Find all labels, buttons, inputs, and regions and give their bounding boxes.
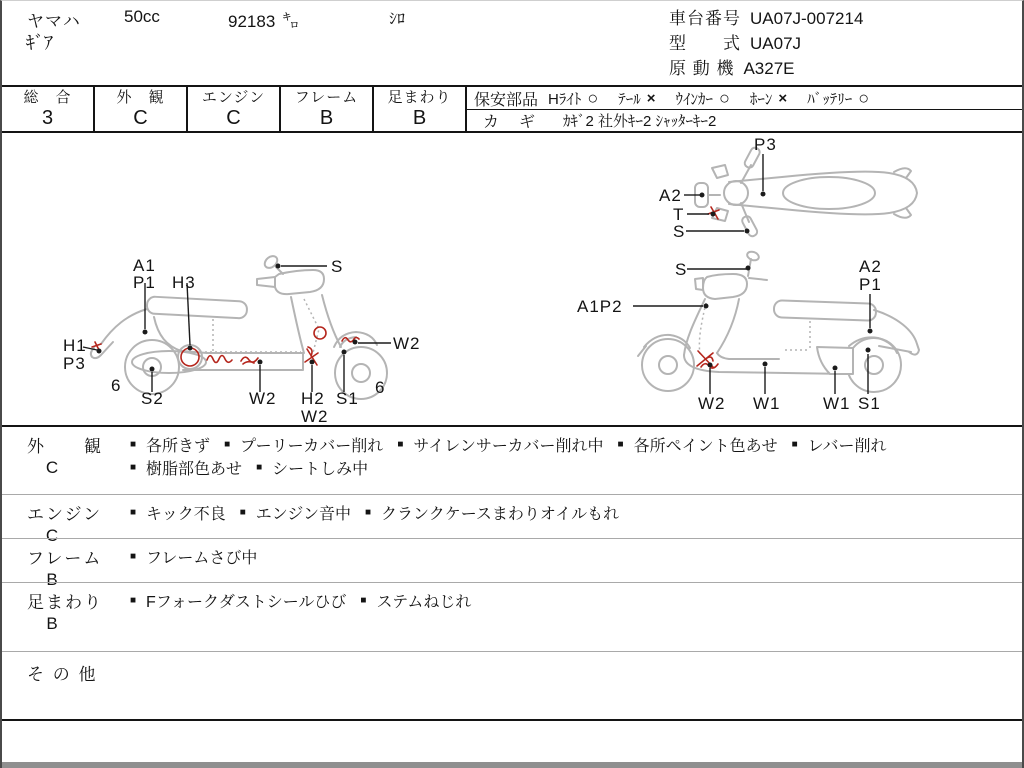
- engine-row: [669, 56, 863, 81]
- grade-cell-exterior: [95, 87, 188, 131]
- status-ng-icon: ×: [778, 89, 788, 107]
- note-section-grade: C: [45, 458, 59, 477]
- safety-item-headlight: Hﾗｲﾄ ○: [548, 88, 599, 108]
- note-item: ■ 各所きず: [130, 438, 211, 455]
- label-p1: P1: [133, 273, 156, 292]
- bullet-icon: ■: [130, 462, 137, 473]
- keys-value: ｶｷﾞ2 社外ｷｰ2 ｼｬｯﾀｰｷｰ2: [563, 113, 717, 130]
- damage-marks: [697, 351, 718, 368]
- bullet-icon: ■: [224, 439, 231, 450]
- note-item: ■ Fフォークダストシールひび: [130, 594, 347, 611]
- label-a2: A2: [659, 186, 682, 205]
- note-item: ■ フレームさび中: [130, 550, 258, 567]
- grade-value: C: [133, 107, 148, 129]
- safety-parts-label: 保安部品: [474, 91, 539, 109]
- label-w2-under: W2: [301, 407, 329, 426]
- grade-value: B: [412, 107, 427, 129]
- note-section-label: 外 観: [27, 437, 103, 456]
- bullet-icon: ■: [360, 595, 367, 606]
- pointer-lines: [633, 269, 870, 394]
- grade-value: C: [226, 107, 241, 129]
- note-items: [130, 427, 1022, 494]
- note-items: [130, 539, 1022, 582]
- label-h2: H2: [301, 389, 325, 408]
- label-a1p2: A1P2: [577, 297, 623, 316]
- chassis-number-row: [669, 6, 863, 31]
- bullet-icon: ■: [130, 507, 137, 518]
- bullet-icon: ■: [397, 439, 404, 450]
- label-s: S: [675, 260, 688, 279]
- chassis-value: UA07J-007214: [750, 9, 864, 28]
- note-row-engine: [2, 494, 1022, 545]
- bullet-icon: ■: [130, 551, 137, 562]
- note-item: ■ キック不良: [130, 506, 226, 523]
- engine-value: A327E: [743, 59, 795, 78]
- note-label-col: [2, 652, 130, 719]
- note-item: ■ ステムねじれ: [360, 594, 472, 611]
- grade-cell-overall: [2, 87, 95, 131]
- note-items: [130, 495, 1022, 538]
- label-s1: S1: [336, 389, 359, 408]
- note-label-col: [2, 495, 130, 545]
- bullet-icon: ■: [791, 439, 798, 450]
- type-label: 型 式: [669, 34, 741, 53]
- note-item: ■ プーリーカバー削れ: [224, 438, 384, 455]
- label-p1: P1: [859, 275, 882, 294]
- grade-cell-undercarriage: [374, 87, 467, 131]
- label-a2: A2: [859, 257, 882, 276]
- type-row: [669, 31, 863, 56]
- label-a1: A1: [133, 256, 156, 275]
- type-value: UA07J: [750, 34, 802, 53]
- label-p3: P3: [63, 354, 86, 373]
- note-section-grade: C: [45, 526, 59, 545]
- note-row-exterior: [2, 425, 1022, 494]
- note-item: ■ 各所ペイント色あせ: [617, 438, 778, 455]
- note-item: ■ サイレンサーカバー削れ中: [397, 438, 604, 455]
- safety-item-winker: ｳｲﾝｶｰ ○: [675, 88, 730, 108]
- label-p3: P3: [754, 136, 777, 154]
- grade-label: フレーム: [294, 89, 359, 106]
- mileage-unit: ㌔: [282, 12, 300, 31]
- label-w2-fender: W2: [393, 334, 421, 353]
- note-section-label: フレーム: [27, 549, 103, 568]
- safety-item-tail: ﾃｰﾙ ×: [618, 89, 656, 108]
- grade-value: B: [319, 107, 334, 129]
- color-code: ｼﾛ: [389, 11, 406, 28]
- grade-label: 総 合: [23, 89, 72, 106]
- note-label-col: [2, 539, 130, 589]
- page-bottom-edge: [2, 762, 1022, 768]
- bullet-icon: ■: [239, 507, 246, 518]
- vehicle-id-block: [669, 6, 863, 81]
- safety-parts-panel: [467, 87, 1022, 131]
- keys-row: [467, 110, 1022, 131]
- label-h1: H1: [63, 336, 87, 355]
- note-items: [130, 583, 1022, 651]
- note-section-grade: B: [46, 614, 58, 633]
- note-section-label: 足まわり: [27, 593, 103, 612]
- grade-label: エンジン: [201, 89, 266, 106]
- label-s1: S1: [858, 394, 881, 413]
- displacement: 50cc: [124, 7, 160, 26]
- label-tread-rear: 6: [111, 376, 122, 395]
- note-row-other: [2, 651, 1022, 721]
- note-label-col: [2, 583, 130, 651]
- diagram-right-view: [567, 246, 977, 426]
- note-items-empty: [130, 652, 1022, 719]
- label-w1-rear: W1: [823, 394, 851, 413]
- label-s: S: [331, 257, 344, 276]
- note-row-frame: [2, 538, 1022, 589]
- panel-seams: [699, 303, 810, 354]
- note-item: ■ レバー削れ: [791, 438, 887, 455]
- note-item: ■ エンジン音中: [239, 506, 351, 523]
- note-label-col: [2, 427, 130, 494]
- grade-cell-engine: [188, 87, 281, 131]
- label-w2: W2: [698, 394, 726, 413]
- note-section-label: エンジン: [27, 505, 103, 524]
- note-item: ■ シートしみ中: [256, 461, 369, 478]
- mileage: [228, 7, 299, 32]
- pointer-lines: [83, 266, 391, 392]
- grade-cell-frame: [281, 87, 374, 131]
- maker-name: ヤマハ: [27, 12, 81, 31]
- safety-item-battery: ﾊﾞｯﾃﾘｰ ○: [807, 88, 870, 108]
- bullet-icon: ■: [256, 462, 263, 473]
- note-item: ■ 樹脂部色あせ: [130, 461, 243, 478]
- label-s: S: [673, 222, 686, 241]
- bullet-icon: ■: [364, 507, 372, 518]
- status-ok-icon: ○: [858, 88, 870, 108]
- note-row-undercarriage: [2, 582, 1022, 651]
- grade-label: 外 観: [116, 89, 165, 106]
- note-section-label: そ の 他: [27, 665, 98, 684]
- label-tread-front: 6: [375, 378, 386, 397]
- label-w2-floor: W2: [249, 389, 277, 408]
- keys-label: カ ギ: [483, 114, 538, 131]
- bullet-icon: ■: [130, 595, 137, 606]
- label-t: T: [673, 205, 685, 224]
- status-ok-icon: ○: [719, 88, 730, 108]
- label-s2: S2: [141, 389, 164, 408]
- grade-value: 3: [41, 107, 54, 129]
- label-w1-floor: W1: [753, 394, 781, 413]
- safety-item-horn: ﾎｰﾝ ×: [749, 89, 788, 108]
- chassis-label: 車台番号: [669, 9, 741, 28]
- note-item: ■ クランクケースまわりオイルもれ: [364, 506, 620, 523]
- diagram-left-view: [57, 241, 427, 436]
- status-ok-icon: ○: [587, 88, 599, 108]
- scooter-top-outline: [695, 146, 917, 237]
- mileage-value: 92183: [228, 12, 276, 31]
- engine-label: 原 動 機: [669, 59, 735, 78]
- grade-label: 足まわり: [387, 89, 452, 106]
- model-name: ｷﾞｱ: [26, 33, 53, 53]
- label-h3: H3: [172, 273, 196, 292]
- diagram-top-view: [632, 136, 962, 248]
- bullet-icon: ■: [130, 439, 137, 450]
- bullet-icon: ■: [617, 439, 624, 450]
- safety-parts-row: [467, 87, 1022, 110]
- grade-strip: [2, 85, 1022, 133]
- note-section-grade: B: [46, 570, 58, 589]
- status-ng-icon: ×: [646, 89, 656, 107]
